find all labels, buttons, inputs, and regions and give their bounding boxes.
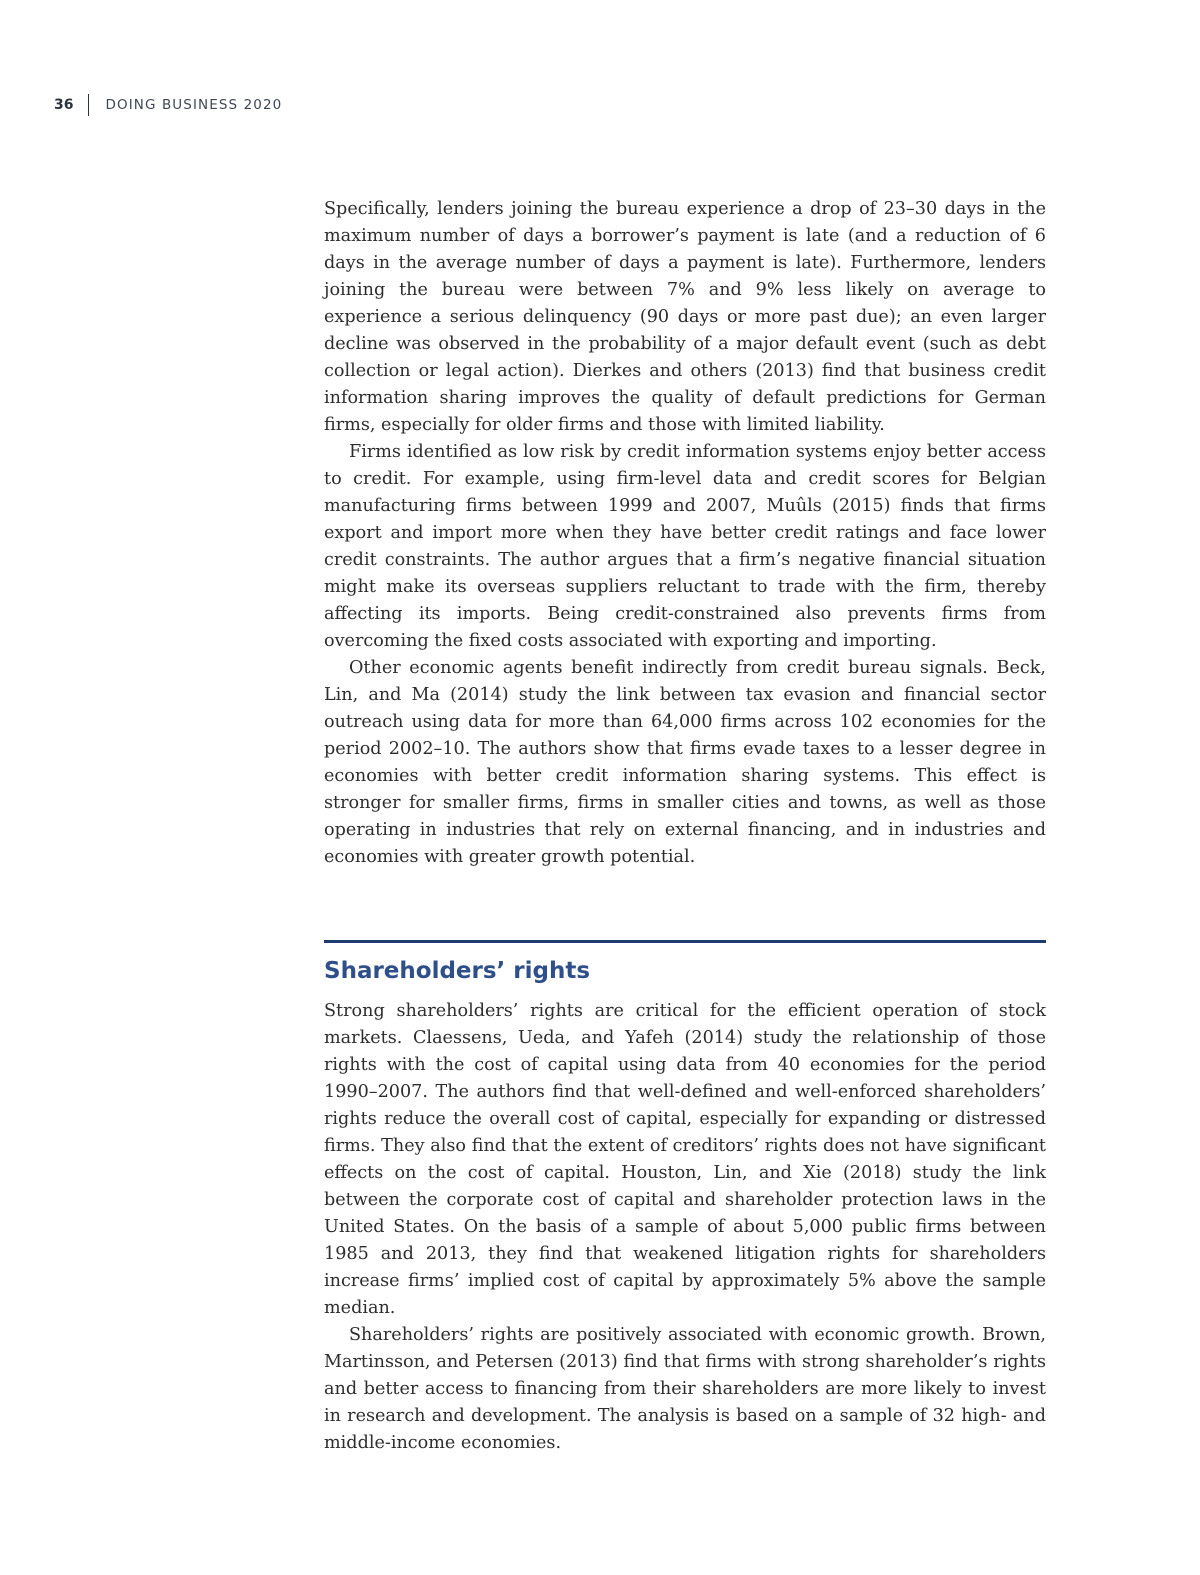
paragraph: Strong shareholders’ rights are critical for the efficient operation of stock markets. Claessens, Ueda, and Yafeh (2014) study the relationship of those rights with the cost of capital using data from 40 economies for the period 1990–2007. The authors find that well-defined and well-enforced shareholders’ rights reduce the overall cost of capital, especially for expanding or distressed firms. They also find that the extent of creditors’ rights does not have significant effects on the cost of capital. Houston, Lin, and Xie (2018) study the link between the corporate cost of capital and shareholder protection laws in the United States. On the basis of a sample of about 5,000 public firms between 1985 and 2013, they find that weakened litigation rights for shareholders increase firms’ implied cost of capital by approximately 5% above the sample median. bbox=[324, 1001, 1046, 1318]
running-head bbox=[54, 93, 282, 117]
paragraph: Other economic agents benefit indirectly from credit bureau signals. Beck, Lin, and Ma (2014) study the link between tax evasion and financial sector outreach using data for more than 64,000 firms across 102 economies for the period 2002–10. The authors show that firms evade taxes to a lesser degree in economies with better credit information sharing systems. This effect is stronger for smaller firms, firms in smaller cities and towns, as well as those operating in industries that rely on external financing, and in industries and economies with greater growth potential. bbox=[324, 658, 1046, 867]
section-divider bbox=[324, 940, 1046, 943]
paragraph: Specifically, lenders joining the bureau experience a drop of 23–30 days in the maximum number of days a borrower’s payment is late (and a reduction of 6 days in the average number of days a payment is late). Furthermore, lenders joining the bureau were between 7% and 9% less likely on average to experience a serious delinquency (90 days or more past due); an even larger decline was observed in the probability of a major default event (such as debt collection or legal action). Dierkes and others (2013) find that business credit information sharing improves the quality of default predictions for German firms, especially for older firms and those with limited liability. bbox=[324, 199, 1046, 435]
section-heading: Shareholders’ rights bbox=[324, 958, 591, 984]
shareholders-rights-text bbox=[324, 998, 1046, 1457]
publication-title: DOING BUSINESS 2020 bbox=[105, 97, 283, 113]
header-divider bbox=[88, 94, 89, 116]
credit-information-text bbox=[324, 196, 1046, 871]
paragraph: Firms identified as low risk by credit information systems enjoy better access to credit. For example, using firm-level data and credit scores for Belgian manufacturing firms between 1999 and 2007, Muûls (2015) finds that firms export and import more when they have better credit ratings and face lower credit constraints. The author argues that a firm’s negative financial situation might make its overseas suppliers reluctant to trade with the firm, thereby affecting its imports. Being credit-constrained also prevents firms from overcoming the fixed costs associated with exporting and importing. bbox=[324, 442, 1046, 651]
page-number: 36 bbox=[54, 97, 74, 113]
paragraph: Shareholders’ rights are positively associated with economic growth. Brown, Martinsson, and Petersen (2013) find that firms with strong shareholder’s rights and better access to financing from their shareholders are more likely to invest in research and development. The analysis is based on a sample of 32 high- and middle-income economies. bbox=[324, 1325, 1046, 1453]
